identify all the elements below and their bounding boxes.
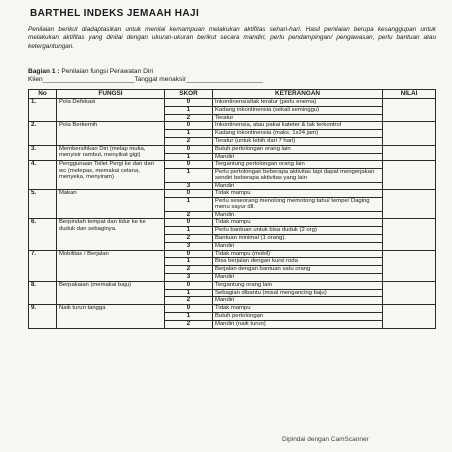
score-description: Sebagian dibantu (misal mengancing baju): [213, 289, 383, 297]
score-description: Mandiri: [213, 153, 383, 161]
nilai-cell[interactable]: [383, 281, 436, 304]
score-description: Perlu pertolongan beberapa aktivitas tapi dapat mengerjakan sendiri beberapa aktivitas yang lain: [213, 169, 383, 182]
score-value: 3: [165, 182, 213, 190]
function-name: Naik turun tangga: [57, 305, 165, 328]
score-value: 1: [165, 130, 213, 138]
score-description: Butuh pertolongan: [213, 312, 383, 320]
item-number: 2.: [29, 122, 57, 145]
score-description: Kadang inkontinensia (maks. 1x24 jam): [213, 130, 383, 138]
score-value: 0: [165, 99, 213, 107]
table-header-row: [29, 90, 436, 99]
score-description: Tidak mampu: [213, 190, 383, 198]
score-description: Tidak mampu: [213, 219, 383, 227]
section-heading: [28, 68, 153, 75]
item-number: 8.: [29, 281, 57, 304]
header-no: No: [29, 90, 57, 99]
table-row: [29, 190, 436, 198]
nilai-cell[interactable]: [383, 99, 436, 122]
header-nilai: NILAI: [383, 90, 436, 99]
score-description: Perlu bantuan untuk bisa duduk (2 org): [213, 227, 383, 235]
score-value: 0: [165, 250, 213, 258]
score-description: Inkontinensia, atau pakai kateter & tak terkontrol: [213, 122, 383, 130]
score-description: Tergantung orang lain: [213, 281, 383, 289]
table-row: [29, 99, 436, 107]
score-value: 1: [165, 153, 213, 161]
nilai-cell[interactable]: [383, 219, 436, 250]
score-value: 1: [165, 106, 213, 114]
nilai-cell[interactable]: [383, 145, 436, 161]
score-value: 0: [165, 145, 213, 153]
score-value: 0: [165, 122, 213, 130]
score-value: 1: [165, 289, 213, 297]
score-description: Mandiri: [213, 242, 383, 250]
table-row: [29, 250, 436, 258]
score-value: 1: [165, 258, 213, 266]
score-value: 1: [165, 169, 213, 182]
item-number: 3.: [29, 145, 57, 161]
intro-paragraph: Penilaian berikut diadaptasikan untuk menilai kemampuan melakukan aktifitas sehari-hari. Hasil penilaian berupa kesanggupan untuk melakukan aktifitas yang dinilai dengan ukuran-ukuran berikut secara mandiri, perlu pendampingan/ pengawasan, perlu bantuan atau ketergantungan.: [28, 26, 436, 50]
score-description: Butuh pertolongan orang lain: [213, 145, 383, 153]
score-description: Inkontinensia/tak teratur (perlu enema): [213, 99, 383, 107]
score-description: Tidak mampu (mobil): [213, 250, 383, 258]
score-description: Mandiri.: [213, 211, 383, 219]
section-label: Bagian 1 :: [28, 68, 60, 75]
table-body: [29, 99, 436, 329]
score-description: Mandiri (naik turun): [213, 320, 383, 328]
score-value: 2: [165, 234, 213, 242]
nilai-cell[interactable]: [383, 190, 436, 219]
barthel-table: [28, 89, 436, 329]
function-name: Pola Defekasi: [57, 99, 165, 122]
score-value: 1: [165, 312, 213, 320]
score-description: Teratur: [213, 114, 383, 122]
score-value: 2: [165, 137, 213, 145]
item-number: 9.: [29, 305, 57, 328]
client-line: Klien_________________________Tanggal menaksir_____________________: [28, 76, 264, 83]
header-fungsi: FUNGSI: [57, 90, 165, 99]
score-value: 0: [165, 190, 213, 198]
score-value: 0: [165, 219, 213, 227]
score-value: 2: [165, 211, 213, 219]
score-value: 3: [165, 242, 213, 250]
function-name: Membersihkan Diri (melap muka, menyisir rambut, menyikat gigi): [57, 145, 165, 161]
score-value: 0: [165, 281, 213, 289]
item-number: 6.: [29, 219, 57, 250]
score-value: 2: [165, 266, 213, 274]
score-description: Perlu seseorang menolong memotong tahu/ tempe/ Daging menu sayur dll.: [213, 198, 383, 211]
score-value: 2: [165, 320, 213, 328]
score-description: Mandiri: [213, 297, 383, 305]
table-row: [29, 145, 436, 153]
item-number: 5.: [29, 190, 57, 219]
header-skor: SKOR: [165, 90, 213, 99]
score-value: 2: [165, 297, 213, 305]
score-value: 2: [165, 114, 213, 122]
score-value: 1: [165, 227, 213, 235]
score-description: Teratur (untuk lebih dari 7 hari): [213, 137, 383, 145]
score-description: Bantuan minimal (1 orang).: [213, 234, 383, 242]
header-keterangan: KETERANGAN: [213, 90, 383, 99]
table-row: [29, 219, 436, 227]
table-row: [29, 161, 436, 169]
item-number: 1.: [29, 99, 57, 122]
score-description: Bisa berjalan dengan kursi roda: [213, 258, 383, 266]
function-name: Berpindah tempat dan tidur ke ke duduk dan sebaginya.: [57, 219, 165, 250]
score-description: Mandiri: [213, 273, 383, 281]
nilai-cell[interactable]: [383, 305, 436, 328]
table-row: [29, 122, 436, 130]
score-description: Kadang inkontinensia (sekali seminggu): [213, 106, 383, 114]
score-value: 0: [165, 161, 213, 169]
score-description: Berjalan dengan bantuan satu orang: [213, 266, 383, 274]
nilai-cell[interactable]: [383, 161, 436, 190]
function-name: Makan: [57, 190, 165, 219]
section-title: Penilaian fungsi Perawatan Diri: [61, 68, 153, 75]
function-name: Penggunaan Toilet Pergi ke dan dari wc (melepas, memakai celana, menyeka, menyiram): [57, 161, 165, 190]
nilai-cell[interactable]: [383, 122, 436, 145]
table-row: [29, 281, 436, 289]
document-title: BARTHEL INDEKS JEMAAH HAJI: [30, 8, 200, 19]
score-value: 1: [165, 198, 213, 211]
score-value: 0: [165, 305, 213, 313]
function-name: Pola Berkemih: [57, 122, 165, 145]
score-description: Tergantung pertolongan orang lain: [213, 161, 383, 169]
function-name: Berpakaian (memakai baju): [57, 281, 165, 304]
scanner-footer: Dipindai dengan CamScanner: [282, 436, 369, 443]
table-row: [29, 305, 436, 313]
item-number: 7.: [29, 250, 57, 281]
score-description: Tidak mampu: [213, 305, 383, 313]
score-description: Mandiri: [213, 182, 383, 190]
nilai-cell[interactable]: [383, 250, 436, 281]
item-number: 4.: [29, 161, 57, 190]
function-name: Mobilitas / Berjalan: [57, 250, 165, 281]
score-value: 3: [165, 273, 213, 281]
